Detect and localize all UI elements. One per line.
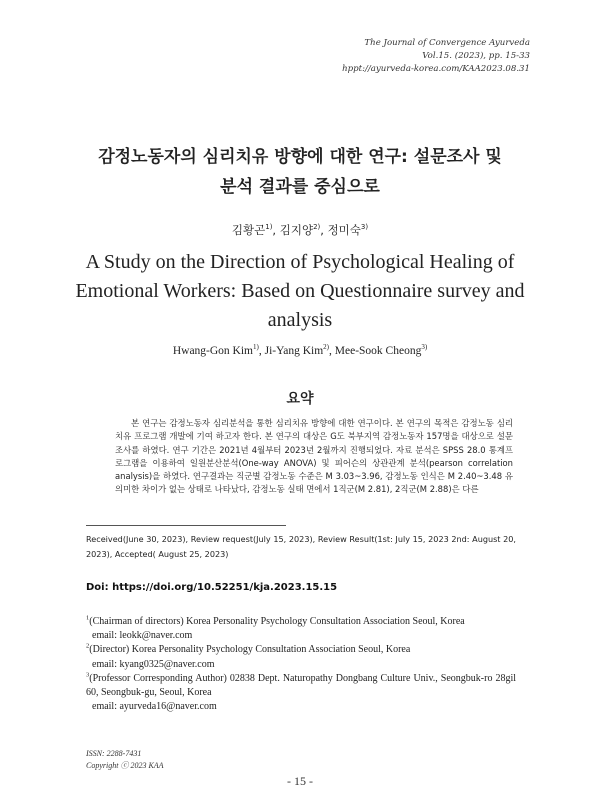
page-number: - 15 - bbox=[287, 774, 313, 788]
author-affiliation-mark: 1) bbox=[265, 223, 273, 232]
affiliation-mark: 3 bbox=[86, 671, 90, 679]
korean-title bbox=[0, 142, 600, 202]
affiliation-item bbox=[86, 615, 516, 629]
english-title-line-3: analysis bbox=[267, 309, 333, 331]
author-affiliation-mark: 2) bbox=[323, 343, 330, 352]
english-title bbox=[40, 248, 560, 335]
copyright: Copyright ⓒ 2023 KAA bbox=[86, 761, 164, 770]
abstract-heading: 요약 bbox=[286, 391, 314, 407]
affiliation-email[interactable]: email: leokk@naver.com bbox=[92, 630, 193, 642]
author-name: Ji-Yang Kim bbox=[264, 345, 324, 357]
affiliation-mark: 2 bbox=[86, 643, 90, 651]
affiliations bbox=[86, 615, 516, 714]
author-affiliation-mark: 3) bbox=[360, 223, 369, 232]
author-affiliation-mark: 2) bbox=[313, 223, 321, 232]
affiliation-item bbox=[86, 672, 516, 700]
affiliation-text: (Chairman of directors) Korea Personality Psychology Consultation Association Seoul, Korea bbox=[89, 616, 465, 627]
journal-header bbox=[342, 37, 530, 76]
affiliation-email[interactable]: email: ayurveda16@naver.com bbox=[92, 701, 217, 713]
english-authors bbox=[0, 345, 600, 357]
page-footer bbox=[86, 748, 164, 772]
affiliation-item bbox=[86, 643, 516, 657]
received-dates: Received(June 30, 2023), Review request(July 15, 2023), Review Result(1st: July 15, 2023 2nd: August 20, 2023), Accepted( August 25, 2023) bbox=[86, 534, 516, 559]
author-name: Hwang-Gon Kim bbox=[172, 345, 253, 357]
journal-volume-pages: Vol.15. (2023), pp. 15-33 bbox=[422, 51, 530, 61]
doi-link[interactable]: Doi: https://doi.org/10.52251/kja.2023.15.15 bbox=[86, 582, 338, 593]
affiliation-email[interactable]: email: kyang0325@naver.com bbox=[92, 658, 215, 670]
korean-title-line-1: 감정노동자의 심리치유 방향에 대한 연구: 설문조사 및 bbox=[98, 147, 502, 167]
footnote-divider bbox=[86, 525, 286, 526]
author-separator: , bbox=[258, 345, 265, 357]
author-separator: , bbox=[272, 223, 280, 237]
journal-name: The Journal of Convergence Ayurveda bbox=[364, 38, 530, 48]
korean-title-line-2: 분석 결과를 중심으로 bbox=[220, 177, 380, 197]
author-affiliation-mark: 3) bbox=[421, 343, 428, 352]
author-separator: , bbox=[320, 223, 328, 237]
abstract-text: 본 연구는 감정노동자 심리분석을 통한 심리치유 방향에 대한 연구이다. 본 연구의 목적은 감정노동 심리치유 프로그램 개발에 기여 하고자 한다. 본 연구의 대상은 G도 북부지역 감정노동자 157명을 대상으로 설문조사를 하였다. 연구 기간은 2021년 4월부터 2023년 2월까지 진행되었다. 자료 분석은 SPSS 28.0 통계프로그램을 이용하여 일원분산분석(One-way ANOVA) 및 피어슨의 상관관계 분석(pearson correlation analysis)을 하였다. 연구결과는 직군별 감정노동 수준은 M 3.03~3.96, 감정노동 인식은 M 2.40~3.48 유의미한 차이가 없는 상태로 나타났다, 감정노동 실태 면에서 1직군(M 2.81), 2직군(M 2.88)은 다른 bbox=[115, 418, 513, 495]
affiliation-mark: 1 bbox=[86, 614, 90, 622]
affiliation-text: (Professor Corresponding Author) 02838 Dept. Naturopathy Dongbang Culture Univ., Seongbuk-ro 28gil 60, Seongbuk-gu, Seoul, Korea bbox=[86, 672, 516, 699]
author-affiliation-mark: 1) bbox=[253, 343, 259, 352]
english-title-line-2: Emotional Workers: Based on Questionnaire survey and bbox=[75, 280, 525, 302]
author-name: 김황곤 bbox=[231, 223, 266, 237]
issn: ISSN: 2288-7431 bbox=[86, 749, 142, 758]
author-name: 정미숙 bbox=[327, 223, 361, 237]
author-name: 김지양 bbox=[279, 223, 314, 237]
journal-url: hppt://ayurveda-korea.com/KAA2023.08.31 bbox=[342, 64, 530, 74]
author-separator: , bbox=[329, 345, 335, 357]
author-name: Mee-Sook Cheong bbox=[334, 345, 422, 357]
english-title-line-1: A Study on the Direction of Psychological Healing of bbox=[85, 251, 515, 273]
affiliation-text: (Director) Korea Personality Psychology Consultation Association Seoul, Korea bbox=[89, 644, 411, 656]
korean-authors bbox=[0, 222, 600, 238]
